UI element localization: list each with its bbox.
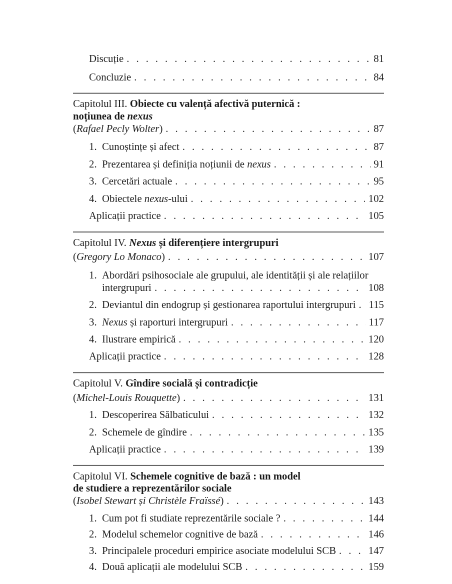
chapter-prefix: Capitolul III. [73, 99, 130, 111]
chapter-author: (Isobel Stewart și Christèle Fraïssé) [73, 496, 224, 508]
dot-leader [359, 300, 366, 311]
toc-entry-label: 1. Descoperirea Sălbaticului [89, 410, 210, 421]
dot-leader [164, 211, 366, 222]
dot-leader [261, 530, 366, 541]
dot-leader [283, 514, 365, 525]
toc-page-number: 107 [368, 252, 384, 264]
toc-entry-practice [89, 352, 384, 363]
chapter-6-author-entry [73, 497, 384, 508]
chapter-title-italic: nexus [127, 111, 153, 123]
toc-entry-label: 1. Cum pot fi studiate reprezentările sociale ? [89, 513, 281, 525]
toc-entry-label: Aplicații practice [89, 211, 161, 222]
toc-entry-label: 3. Principalele proceduri empirice asociate modelului SCB [89, 546, 337, 557]
toc-entry [89, 335, 384, 346]
dot-leader [191, 194, 366, 205]
dot-leader [179, 335, 366, 346]
toc-page-number: 143 [368, 496, 384, 508]
toc-entry [89, 160, 384, 171]
toc-entry-practice [89, 211, 384, 222]
toc-entry-label: Aplicații practice [89, 352, 161, 363]
chapter-6-title-line2: de studiere a reprezentărilor sociale [73, 484, 232, 495]
chapter-prefix: Capitolul IV. [73, 238, 130, 249]
toc-entry-label: 4. Ilustrare empirică [89, 334, 176, 346]
toc-entry-multiline: 1. Abordări psihosociale ale grupului, ale identității și ale relațiilor [89, 270, 369, 282]
dot-leader [182, 143, 370, 154]
dot-leader [127, 55, 371, 66]
toc-page-number: 120 [368, 334, 384, 346]
toc-page-number: 81 [373, 54, 384, 66]
toc-page-number: 147 [368, 546, 384, 557]
toc-entry [89, 410, 384, 421]
toc-entry-label: 4. Două aplicații ale modelului SCB [89, 562, 243, 574]
dot-leader [154, 283, 365, 294]
section-divider [73, 232, 384, 233]
toc-page-number: 139 [368, 444, 384, 456]
chapter-prefix: Capitolul VI. [73, 471, 131, 483]
toc-entry-label: 2. Modelul schemelor cognitive de bază [89, 530, 258, 541]
chapter-author: (Gregory Lo Monaco) [73, 252, 165, 264]
toc-entry-label: 4. Obiectele nexus-ului [89, 194, 188, 205]
chapter-title-text: Obiecte cu valență afectivă puternică : [129, 99, 301, 111]
toc-page-number: 105 [368, 211, 384, 222]
toc-page-number: 108 [368, 283, 384, 294]
toc-page-number: 87 [373, 142, 384, 154]
toc-entry [89, 530, 384, 541]
section-divider [73, 465, 384, 466]
toc-entry [89, 428, 384, 439]
chapter-3-title-line2 [73, 112, 153, 123]
dot-leader [164, 445, 366, 456]
dot-leader [166, 124, 371, 135]
toc-entry [89, 563, 384, 574]
toc-page-number: 102 [368, 194, 384, 205]
dot-leader [190, 428, 366, 439]
toc-entry-concluzie [89, 73, 384, 84]
dot-leader [245, 563, 365, 574]
toc-page-number: 159 [368, 562, 384, 574]
toc-page-number: 144 [368, 513, 384, 525]
toc-page-number: 115 [368, 300, 384, 311]
chapter-title-text: noțiunea de [73, 111, 128, 123]
toc-entry-discutie [89, 55, 384, 66]
toc-page-number: 135 [368, 427, 384, 439]
dot-leader [231, 318, 366, 329]
toc-page-number: 131 [368, 393, 384, 404]
chapter-3-author-entry [73, 124, 384, 135]
dot-leader [227, 497, 366, 508]
chapter-title-italic: Nexus [129, 238, 157, 249]
toc-entry [89, 300, 384, 311]
chapter-prefix: Capitolul V. [73, 378, 126, 390]
toc-page-number: 146 [368, 530, 384, 541]
toc-entry-label: 3. Nexus și raporturi intergrupuri [89, 317, 228, 329]
chapter-author: (Rafael Pecly Wolter) [73, 124, 163, 135]
toc-page-number: 84 [373, 72, 384, 84]
toc-entry [102, 283, 384, 294]
dot-leader [175, 177, 371, 188]
toc-entry [89, 194, 384, 205]
dot-leader [168, 253, 365, 264]
chapter-3-title [73, 99, 300, 110]
dot-leader [183, 393, 365, 404]
chapter-4-author-entry [73, 253, 384, 264]
toc-entry-label: Discuție [89, 54, 124, 66]
section-divider [73, 93, 384, 94]
dot-leader [274, 160, 371, 171]
toc-page-number: 91 [373, 159, 384, 171]
toc-entry-label: Aplicații practice [89, 444, 161, 456]
toc-entry [89, 177, 384, 188]
dot-leader [164, 352, 366, 363]
toc-page-number: 117 [368, 317, 384, 329]
toc-page-number: 128 [368, 352, 384, 363]
chapter-title-text: și diferențiere intergrupuri [156, 238, 279, 249]
toc-entry-label: 2. Schemele de gîndire [89, 427, 187, 439]
dot-leader [212, 410, 365, 421]
toc-entry [89, 143, 384, 154]
toc-entry [89, 318, 384, 329]
toc-entry-label: Concluzie [89, 72, 132, 84]
dot-leader [134, 73, 370, 84]
toc-entry-label: 3. Cercetări actuale [89, 176, 173, 188]
toc-entry-label: 1. Cunoștințe și afect [89, 142, 180, 154]
chapter-6-title [73, 472, 301, 483]
toc-entry-label: 2. Deviantul din endogrup și gestionarea raportului intergrupuri [89, 300, 356, 311]
chapter-4-title [73, 238, 279, 249]
chapter-5-author-entry [73, 393, 384, 404]
toc-entry-practice [89, 445, 384, 456]
toc-entry [89, 514, 384, 525]
section-divider [73, 372, 384, 373]
chapter-5-title [73, 379, 258, 390]
toc-page-number: 95 [373, 176, 384, 188]
chapter-author: (Michel-Louis Rouquette) [73, 393, 181, 404]
toc-entry-label: intergrupuri [102, 283, 152, 294]
toc-entry [89, 546, 384, 557]
chapter-title-text: Schemele cognitive de bază : un model [130, 471, 301, 483]
chapter-title-text: Gîndire socială și contradicție [125, 378, 258, 390]
toc-page-number: 132 [368, 410, 384, 421]
dot-leader [339, 546, 365, 557]
toc-page-number: 87 [373, 124, 384, 135]
toc-entry-label: 2. Prezentarea și definiția noțiunii de nexus [89, 159, 271, 171]
